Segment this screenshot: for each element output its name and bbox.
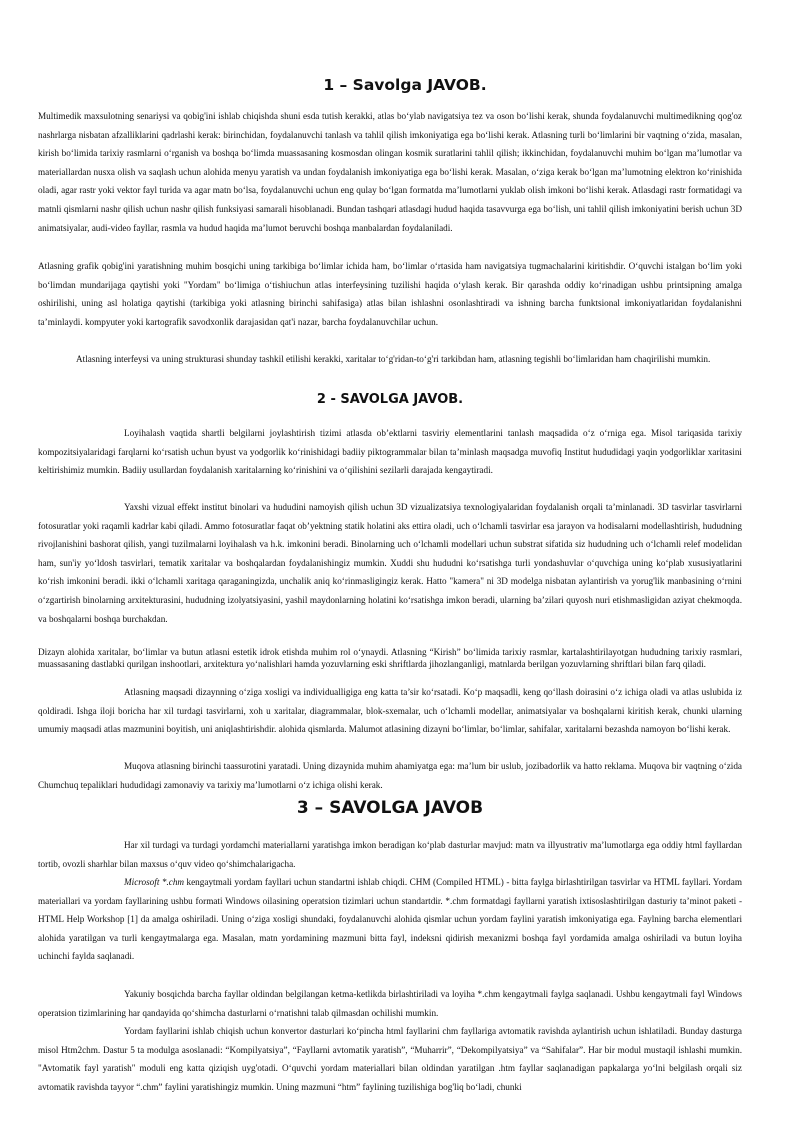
section-1-paragraph-3: Atlasning interfeysi va uning strukturasi shunday tashkil etilishi kerakki, xaritalar to‘g'ridan-to‘g'ri tarkibdan ham, atlasning tegishli bo‘limlaridan ham chaqirilishi mumkin. bbox=[76, 354, 711, 364]
section-3-paragraph-2 bbox=[38, 873, 742, 966]
section-2-paragraph-3: Dizayn alohida xaritalar, bo‘limlar va butun atlasni estetik idrok etishda muhim rol o‘ynaydi. Atlasning “Kirish” bo‘limida tarixiy rasmlar, kartalashtirilayotgan hududning tarixiy rasmlari, muassasaning dastlabki qurilgan inshootlari, arxitektura yo‘nalishlari hamda yozuvlarning eski shriftlarda jihozlanganligi, matnlarda berilgan yozuvlarning shriftlari bilan farq qiladi. bbox=[38, 647, 742, 669]
section-3-paragraph-4: Yordam fayllarini ishlab chiqish uchun konvertor dasturlari ko‘pincha html fayllarini chm fayllariga avtomatik ravishda aylantirish uchun ishlatiladi. Bunday dasturga misol Htm2chm. Dastur 5 ta modulga asoslanadi: “Kompilyatsiya”, “Fayllarni avtomatik yaratish”, “Muharrir”, “Dekompilyatsiya” va “Sahifalar”. Har bir modul mustaqil ishlashi mumkin. "Avtomatik fayl yaratish" moduli eng katta qiziqish uyg'otadi. O‘quvchi yordam materiallari bilan oldindan yaratilgan .htm fayllar saqlanadigan papkalarga yo‘lni belgilash orqali siz avtomatik ravishda tayyor “.chm” faylini yaratishingiz mumkin. Uning mazmuni “htm” faylining tuzilishiga bog'liq bo‘ladi, chunki bbox=[38, 1026, 742, 1092]
section-1-paragraph-1: Multimedik maxsulotning senariysi va qobig'ini ishlab chiqishda shuni esda tutish kerakki, atlas bo‘ylab navigatsiya tez va oson bo‘lishi kerak, shunda foydalanuvchi multimedikning qog'oz nashrlarga nisbatan afzalliklarini qadrlashi kerak: birinchidan, foydalanuvchi tanlash va tahlil qilish imkoniyatiga ega bo‘lishi kerak. Atlasning turli bo‘limlarini bir vaqtning o‘zida, masalan, kirish bo‘limida tarixiy rasmlarni o‘rganish va boshqa bo‘limda muassasaning kosmosdan olingan kosmik suratlarini tahlil qilish; ikkinchidan, foydalanuvchi muhim bo‘lgan ma’lumotlar va materiallardan nusxa olish va saqlash uchun alohida menyu yaratish va undan foydalanish imkoniyatiga ega bo‘lishi kerak. Masalan, o‘ziga kerak bo‘lgan ma’lumotning elektron ko‘rinishida oladi, agar rastr yoki vektor fayl turida va agar matn bo‘lsa, foydalanuvchi uchun eng qulay bo‘lgan formatda ma’lumotlarni yuklab olish imkoni bo‘lishi kerak. Atlasdagi rastr formatidagi va matnli qismlarni nashr qilish uchun nashr qilish funksiyasi samarali hisoblanadi. Bundan tashqari atlasdagi hudud haqida tasavvurga ega bo‘lish, uni tahlil qilish imkoniyatini berish uchun 3D animatsiyalar, audi-video fayllar, rasmla va hudud haqida ma’lumot beruvchi boshqa manbalardan foydalaniladi. bbox=[38, 111, 742, 233]
section-2-paragraph-4: Atlasning maqsadi dizaynning o‘ziga xosligi va individualligiga eng katta ta’sir ko‘rsatadi. Ko‘p maqsadli, keng qo‘llash doirasini o‘z ichiga oladi va atlas uslubida iz qoldiradi. Ishga iloji boricha har xil turdagi tasvirlarni, xoh u xaritalar, diagrammalar, blok-sxemalar, uch o‘lchamli modellar, animatsiyalar va boshqalarni kiritish kerak, chunki ularning umumiy maqsadi atlas mazmunini boyitish, uni aniqlashtirishdir. alohida qismlarda. Malumot atlasining dizayni bo‘limlar, bo‘limlar, sahifalar, xaritalarni bezashda namoyon bo‘lishi kerak. bbox=[38, 687, 742, 735]
section-3-paragraph-3: Yakuniy bosqichda barcha fayllar oldindan belgilangan ketma-ketlikda birlashtiriladi va loyiha *.chm kengaytmali faylga saqlanadi. Ushbu kengaytmali fayl Windows operatsion tizimlarining har qandayida qo‘shimcha dasturlarni o‘rnatishni talab qilmasdan ochilishi mumkin. bbox=[38, 989, 742, 1018]
section-3-heading: 3 – SAVOLGA JAVOB bbox=[296, 798, 484, 818]
section-1-paragraph-2: Atlasning grafik qobig'ini yaratishning muhim bosqichi uning tarkibiga bo‘limlar ichida ham, bo‘limlar o‘rtasida ham navigatsiya tugmachalarini kiritishdir. O‘quvchi istalgan bo‘lim yoki bo‘limdan mundarijaga qaytishi yoki "Yordam" bo‘limiga o‘tishiuchun atlas interfeysining tuzilishi haqida o‘ylash kerak. Bir qarashda oddiy ko‘rinadigan ushbu printsipning amalga oshirilishi, uning asl holatiga qaytishi (tarkibiga yoki atlasning birinchi sahifasiga) atlas bilan ishlashni osonlashtiradi va ishning barcha funktsional imkoniyatlaridan foydalanishni ta’minlaydi. kompyuter yoki kartografik savodxonlik darajasidan qat'i nazar, barcha foydalanuvchilar uchun. bbox=[38, 261, 742, 327]
section-3-paragraph-1: Har xil turdagi va turdagi yordamchi materiallarni yaratishga imkon beradigan ko‘plab dasturlar mavjud: matn va illyustrativ ma’lumotlarga ega oddiy html fayllardan tortib, ovozli sharhlar bilan maxsus o‘quv video qo‘shimchalarigacha. bbox=[38, 840, 742, 869]
section-1-heading: 1 – Savolga JAVOB. bbox=[323, 76, 487, 94]
section-2-paragraph-1: Loyihalash vaqtida shartli belgilarni joylashtirish tizimi atlasda ob’ektlarni tasviriy elementlarini tanlash maqsadida o‘z o‘rniga ega. Misol tariqasida tarixiy kompozitsiyalaridagi farqlarni ko‘rsatish uchun byust va yodgorlik ko‘rinishidagi badiiy piktogrammalar bilan ta’minlash maqsadga muvofiq Institut hududidagi yaqin yodgorliklar xaritasini keltirishimiz mumkin. Badiiy usullardan foydalanish xaritalarning ko‘rinishini va o‘qilishini sezilarli darajada kengaytiradi. bbox=[38, 428, 742, 476]
section-2-heading: 2 - SAVOLGA JAVOB. bbox=[316, 392, 464, 407]
section-2-paragraph-2: Yaxshi vizual effekt institut binolari va hududini namoyish qilish uchun 3D vizualizatsiya texnologiyalaridan foydalanish orqali ta’minlanadi. 3D tasvirlar tasvirlarni fotosuratlar yoki raqamli kadrlar kabi qiladi. Ammo fotosuratlar faqat ob’yektning statik holatini aks ettira oladi, uch o‘lchamli tasvirlar esa jarayon va hodisalarni modellashtirish, hududning rivojlanishini bashorat qilish, yangi tuzilmalarni loyihalash va h.k. imkonini beradi. Binolarning uch o‘lchamli modellari uchun substrat sifatida siz hududning uch o‘lchamli relef modelidan ham, sun'iy yo‘ldosh tasvirlari, tematik xaritalar va boshqalardan foydalanishingiz mumkin. Xuddi shu hududni ko‘rsatishga turli yondashuvlar o‘quvchiga uning ko‘plab xususiyatlarini ko‘rish imkonini beradi. ikki o‘lchamli xaritaga qaraganingizda, unchalik aniq ko‘rinmasligingiz kerak. Hatto "kamera" ni 3D modelga nisbatan aylantirish va yorug'lik manbasining o‘rnini o‘zgartirish binolarning arxitekturasini, hududning izolyatsiyasini, yashil maydonlarning holatini ko‘rsatishga imkon beradi, ularning ba’zilari quyosh nuri etishmasligidan aziyat chekmoqda. va boshqalarni boshqa burchakdan. bbox=[38, 502, 742, 624]
section-3-paragraph-2-text: kengaytmali yordam fayllari uchun standartni ishlab chiqdi. CHM (Compiled HTML) - bitta faylga birlashtirilgan tasvirlar va HTML fayllari. Yordam materiallari va yordam fayllarining ushbu formati Windows oilasining operatsion tizimlari uchun standartdir. *.chm formatdagi fayllarni yaratish ixtisoslashtirilgan dasturiy ta’minot paketi - HTML Help Workshop [1] da amalga oshiriladi. Uning o‘ziga xosligi shundaki, foydalanuvchi alohida qismlar uchun yordam faylini yaratish imkoniyatiga ega. Faylning barcha elementlari alohida yaratilgan va turli kengaytmalarga ega. Masalan, matn yordamining mazmuni bitta fayl, indeksni qidirish mexanizmi boshqa fayl yordamida amalga oshiriladi va butun loyiha uchinchi faylda saqlanadi. bbox=[38, 877, 742, 962]
section-3-italic-lead: Microsoft *.chm bbox=[124, 877, 185, 887]
section-2-paragraph-5: Muqova atlasning birinchi taassurotini yaratadi. Uning dizaynida muhim ahamiyatga ega: ma’lum bir uslub, jozibadorlik va hatto reklama. Muqova bir vaqtning o‘zida Chumchuq tepaliklari hududidagi zamonaviy va tarixiy ma’lumotlarni o‘z ichiga olishi kerak. bbox=[38, 761, 742, 790]
